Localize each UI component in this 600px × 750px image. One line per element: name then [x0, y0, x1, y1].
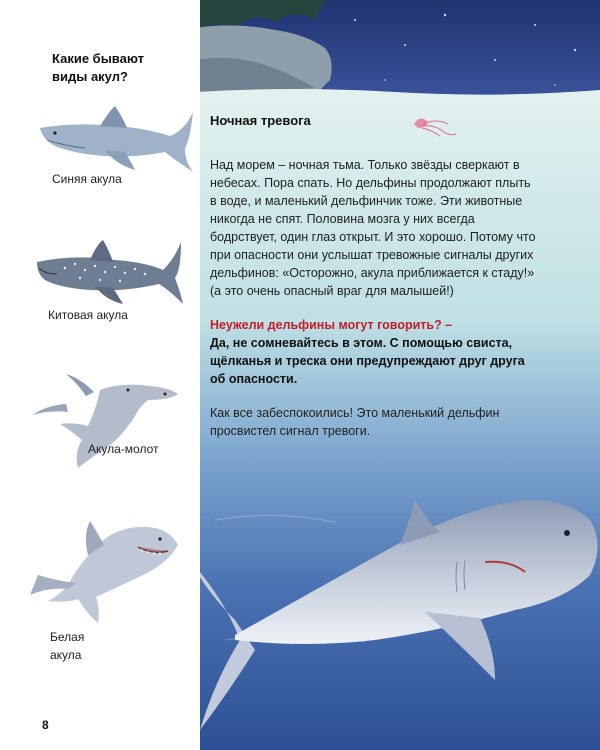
blue-shark-illustration [35, 100, 195, 175]
story-title: Ночная тревога [210, 113, 311, 128]
jellyfish-icon [410, 112, 458, 140]
story-paragraph-2: Как все забеспокоились! Это маленький дельфин просвистел сигнал тревоги. [210, 406, 500, 438]
whale-shark-illustration [35, 238, 185, 308]
sidebar-title: Какие бывают виды акул? [52, 51, 144, 84]
caption-hammerhead: Акула-молот [88, 442, 159, 456]
story-paragraph-1: Над морем – ночная тьма. Только звёзды сверкают в небесах. Пора спать. Но дельфины продолжают плыть в воде, и маленький дельфинчик тоже. Эти животные никогда не спят. Половина мозга у них всегда бодрствует, один глаз открыт. И это хорошо. Потому что при опасности они услышат тревожные сигналы других дельфинов: «Осторожно, акула приближается к стаду!» (а это очень опасный враг для малышей!) [210, 158, 536, 298]
story-question: Неужели дельфины могут говорить? – [210, 318, 453, 332]
story-block [210, 112, 540, 440]
caption-white-shark: Белая акула [50, 630, 85, 662]
white-shark-illustration [28, 515, 188, 625]
story-answer: Да, не сомневайтесь в этом. С помощью свиста, щёлканья и треска они предупреждают друг друга об опасности. [210, 336, 525, 386]
page-number: 8 [42, 718, 49, 732]
caption-whale-shark: Китовая акула [48, 308, 128, 322]
caption-blue-shark: Синяя акула [52, 172, 122, 186]
species-sidebar [0, 0, 200, 750]
